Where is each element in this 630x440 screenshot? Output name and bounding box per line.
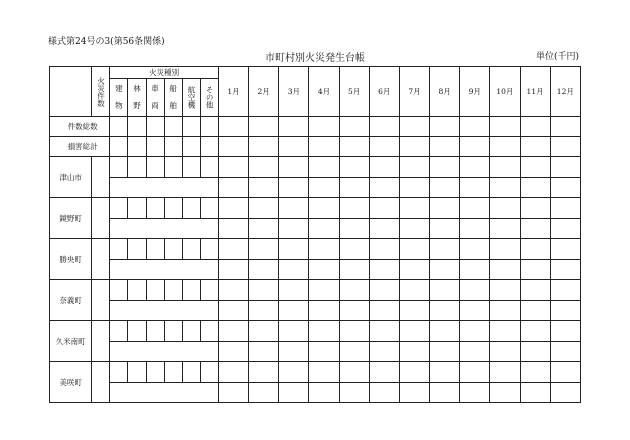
month-cell bbox=[369, 382, 399, 403]
data-cell bbox=[490, 137, 520, 157]
month-cell bbox=[430, 321, 460, 342]
month-header: 6月 bbox=[369, 67, 399, 117]
month-cell bbox=[369, 280, 399, 301]
fire-type-cell bbox=[146, 239, 164, 260]
fire-type-cell bbox=[182, 239, 200, 260]
month-cell bbox=[430, 341, 460, 362]
month-cell bbox=[490, 177, 520, 198]
fire-ledger-table bbox=[49, 66, 581, 403]
month-cell bbox=[279, 177, 309, 198]
month-cell bbox=[520, 341, 550, 362]
fire-type-cell bbox=[146, 362, 164, 383]
month-cell bbox=[339, 239, 369, 260]
month-cell bbox=[339, 259, 369, 280]
summary-row bbox=[50, 137, 581, 157]
month-cell bbox=[430, 198, 460, 219]
month-cell bbox=[399, 218, 429, 239]
fire-type-cell bbox=[146, 280, 164, 301]
month-cell bbox=[430, 382, 460, 403]
month-cell bbox=[369, 157, 399, 178]
month-cell bbox=[399, 177, 429, 198]
month-cell bbox=[279, 341, 309, 362]
municipality-label: 鏡野町 bbox=[50, 198, 92, 239]
month-cell bbox=[218, 239, 248, 260]
month-header: 8月 bbox=[430, 67, 460, 117]
month-cell bbox=[339, 362, 369, 383]
fire-type-cell bbox=[110, 321, 128, 342]
month-cell bbox=[520, 300, 550, 321]
month-cell bbox=[460, 218, 490, 239]
data-cell bbox=[399, 117, 429, 137]
month-cell bbox=[550, 300, 580, 321]
municipality-row bbox=[50, 177, 581, 198]
municipality-row bbox=[50, 239, 581, 260]
month-cell bbox=[339, 300, 369, 321]
month-cell bbox=[460, 321, 490, 342]
month-cell bbox=[309, 177, 339, 198]
month-cell bbox=[490, 157, 520, 178]
fire-type-cell bbox=[110, 157, 128, 178]
fire-count-header-cell bbox=[92, 67, 110, 117]
fire-type-char: 野 bbox=[133, 100, 141, 110]
month-cell bbox=[339, 341, 369, 362]
fire-count-cell bbox=[92, 321, 110, 362]
form-reference: 様式第24号の3(第56条関係) bbox=[48, 37, 165, 47]
data-cell bbox=[550, 137, 580, 157]
fire-type-char: 車 bbox=[151, 83, 159, 93]
month-cell bbox=[339, 198, 369, 219]
month-cell bbox=[399, 300, 429, 321]
month-cell bbox=[218, 362, 248, 383]
data-cell bbox=[339, 137, 369, 157]
month-cell bbox=[399, 280, 429, 301]
fire-type-char: 船 bbox=[169, 83, 177, 93]
fire-type-cell bbox=[128, 280, 146, 301]
month-cell bbox=[309, 341, 339, 362]
month-cell bbox=[279, 362, 309, 383]
fire-type-char: 林 bbox=[133, 83, 141, 93]
month-cell bbox=[399, 259, 429, 280]
fire-type-vertical-label: 航空機 bbox=[186, 86, 196, 109]
data-cell bbox=[520, 117, 550, 137]
damage-cell bbox=[110, 382, 219, 403]
fire-count-cell bbox=[92, 157, 110, 198]
month-cell bbox=[369, 362, 399, 383]
month-cell bbox=[460, 259, 490, 280]
fire-type-header: 火災種別 bbox=[110, 67, 219, 79]
month-cell bbox=[339, 382, 369, 403]
month-cell bbox=[279, 239, 309, 260]
fire-type-other bbox=[200, 79, 218, 117]
month-cell bbox=[369, 177, 399, 198]
data-cell bbox=[430, 137, 460, 157]
month-cell bbox=[550, 157, 580, 178]
month-cell bbox=[279, 157, 309, 178]
month-cell bbox=[550, 218, 580, 239]
fire-type-cell bbox=[182, 321, 200, 342]
month-header: 5月 bbox=[339, 67, 369, 117]
data-cell bbox=[430, 117, 460, 137]
damage-cell bbox=[110, 218, 219, 239]
month-cell bbox=[279, 300, 309, 321]
fire-type-cell bbox=[146, 321, 164, 342]
month-cell bbox=[218, 198, 248, 219]
month-cell bbox=[218, 259, 248, 280]
fire-type-char: 両 bbox=[151, 100, 159, 110]
month-cell bbox=[218, 300, 248, 321]
month-cell bbox=[249, 321, 279, 342]
month-cell bbox=[490, 341, 520, 362]
data-cell bbox=[146, 137, 164, 157]
fire-type-cell bbox=[164, 157, 182, 178]
month-cell bbox=[520, 280, 550, 301]
data-cell bbox=[164, 117, 182, 137]
fire-type-ship bbox=[164, 79, 182, 117]
month-cell bbox=[369, 239, 399, 260]
fire-count-header: 火災件数 bbox=[96, 76, 106, 107]
month-cell bbox=[249, 382, 279, 403]
municipality-label: 久米南町 bbox=[50, 321, 92, 362]
month-cell bbox=[369, 300, 399, 321]
fire-type-vertical-label: その他 bbox=[205, 86, 215, 109]
month-cell bbox=[399, 341, 429, 362]
month-cell bbox=[399, 382, 429, 403]
month-cell bbox=[520, 198, 550, 219]
month-cell bbox=[339, 218, 369, 239]
page-title: 市町村別火災発生台帳 bbox=[265, 53, 365, 64]
corner-cell bbox=[50, 67, 92, 117]
month-cell bbox=[490, 239, 520, 260]
month-header: 12月 bbox=[550, 67, 580, 117]
month-cell bbox=[399, 321, 429, 342]
month-cell bbox=[490, 300, 520, 321]
month-cell bbox=[218, 321, 248, 342]
month-cell bbox=[369, 321, 399, 342]
data-cell bbox=[460, 117, 490, 137]
municipality-label: 津山市 bbox=[50, 157, 92, 198]
damage-cell bbox=[110, 259, 219, 280]
municipality-label: 美咲町 bbox=[50, 362, 92, 403]
month-cell bbox=[550, 198, 580, 219]
data-cell bbox=[369, 137, 399, 157]
month-cell bbox=[249, 280, 279, 301]
month-cell bbox=[369, 198, 399, 219]
fire-type-cell bbox=[146, 198, 164, 219]
month-cell bbox=[460, 198, 490, 219]
month-header: 9月 bbox=[460, 67, 490, 117]
month-cell bbox=[460, 300, 490, 321]
fire-type-cell bbox=[200, 321, 218, 342]
fire-type-cell bbox=[200, 157, 218, 178]
month-cell bbox=[550, 341, 580, 362]
data-cell bbox=[490, 117, 520, 137]
month-cell bbox=[460, 177, 490, 198]
summary-row-label: 件数総数 bbox=[50, 117, 110, 137]
fire-type-aircraft bbox=[182, 79, 200, 117]
month-cell bbox=[339, 177, 369, 198]
fire-type-cell bbox=[164, 198, 182, 219]
fire-type-cell bbox=[182, 157, 200, 178]
fire-type-cell bbox=[200, 280, 218, 301]
month-cell bbox=[430, 218, 460, 239]
municipality-row bbox=[50, 300, 581, 321]
month-cell bbox=[460, 280, 490, 301]
data-cell bbox=[218, 117, 248, 137]
data-cell bbox=[249, 137, 279, 157]
fire-type-cell bbox=[146, 157, 164, 178]
fire-type-cell bbox=[128, 362, 146, 383]
month-cell bbox=[279, 280, 309, 301]
month-cell bbox=[218, 280, 248, 301]
data-cell bbox=[309, 117, 339, 137]
month-cell bbox=[430, 280, 460, 301]
month-cell bbox=[309, 300, 339, 321]
summary-row bbox=[50, 117, 581, 137]
month-cell bbox=[218, 341, 248, 362]
data-cell bbox=[182, 137, 200, 157]
month-cell bbox=[218, 177, 248, 198]
fire-type-cell bbox=[200, 198, 218, 219]
month-cell bbox=[279, 198, 309, 219]
month-cell bbox=[279, 321, 309, 342]
fire-type-cell bbox=[110, 198, 128, 219]
month-cell bbox=[309, 321, 339, 342]
municipality-section bbox=[50, 157, 581, 403]
fire-type-cell bbox=[182, 362, 200, 383]
month-cell bbox=[309, 362, 339, 383]
damage-cell bbox=[110, 177, 219, 198]
month-cell bbox=[218, 218, 248, 239]
fire-type-cell bbox=[164, 280, 182, 301]
month-cell bbox=[309, 382, 339, 403]
data-cell bbox=[182, 117, 200, 137]
month-cell bbox=[460, 157, 490, 178]
fire-count-cell bbox=[92, 280, 110, 321]
month-cell bbox=[339, 280, 369, 301]
fire-type-cell bbox=[200, 239, 218, 260]
data-cell bbox=[164, 137, 182, 157]
fire-type-vehicle bbox=[146, 79, 164, 117]
unit-label: 単位(千円) bbox=[536, 52, 580, 62]
fire-type-building bbox=[110, 79, 128, 117]
damage-cell bbox=[110, 341, 219, 362]
data-cell bbox=[218, 137, 248, 157]
month-cell bbox=[399, 362, 429, 383]
municipality-row bbox=[50, 341, 581, 362]
month-cell bbox=[520, 362, 550, 383]
data-cell bbox=[339, 117, 369, 137]
month-header: 2月 bbox=[249, 67, 279, 117]
month-header: 10月 bbox=[490, 67, 520, 117]
month-cell bbox=[249, 300, 279, 321]
fire-type-cell bbox=[200, 362, 218, 383]
fire-type-cell bbox=[164, 362, 182, 383]
fire-type-forest bbox=[128, 79, 146, 117]
fire-type-cell bbox=[164, 239, 182, 260]
month-cell bbox=[520, 239, 550, 260]
month-cell bbox=[309, 280, 339, 301]
month-cell bbox=[490, 218, 520, 239]
month-cell bbox=[490, 321, 520, 342]
month-cell bbox=[249, 177, 279, 198]
month-cell bbox=[460, 362, 490, 383]
municipality-row bbox=[50, 321, 581, 342]
month-cell bbox=[249, 362, 279, 383]
fire-type-char: 建 bbox=[115, 83, 123, 93]
fire-type-cell bbox=[128, 321, 146, 342]
data-cell bbox=[110, 137, 128, 157]
month-cell bbox=[430, 177, 460, 198]
month-cell bbox=[520, 382, 550, 403]
month-cell bbox=[430, 239, 460, 260]
month-cell bbox=[339, 321, 369, 342]
data-cell bbox=[110, 117, 128, 137]
data-cell bbox=[279, 117, 309, 137]
month-cell bbox=[490, 259, 520, 280]
month-cell bbox=[520, 218, 550, 239]
data-cell bbox=[369, 117, 399, 137]
fire-type-cell bbox=[182, 280, 200, 301]
municipality-label: 勝央町 bbox=[50, 239, 92, 280]
month-cell bbox=[520, 177, 550, 198]
month-cell bbox=[550, 382, 580, 403]
data-cell bbox=[279, 137, 309, 157]
month-cell bbox=[249, 218, 279, 239]
month-cell bbox=[399, 157, 429, 178]
summary-section bbox=[50, 117, 581, 157]
month-cell bbox=[309, 157, 339, 178]
month-cell bbox=[550, 362, 580, 383]
month-cell bbox=[249, 239, 279, 260]
data-cell bbox=[128, 117, 146, 137]
month-cell bbox=[309, 259, 339, 280]
month-cell bbox=[550, 177, 580, 198]
month-cell bbox=[249, 198, 279, 219]
data-cell bbox=[200, 137, 218, 157]
month-cell bbox=[490, 198, 520, 219]
data-cell bbox=[146, 117, 164, 137]
data-cell bbox=[309, 137, 339, 157]
month-cell bbox=[249, 341, 279, 362]
month-cell bbox=[490, 382, 520, 403]
month-cell bbox=[339, 157, 369, 178]
month-cell bbox=[279, 218, 309, 239]
month-cell bbox=[520, 321, 550, 342]
fire-type-cell bbox=[110, 280, 128, 301]
month-cell bbox=[520, 157, 550, 178]
month-cell bbox=[309, 218, 339, 239]
month-cell bbox=[490, 362, 520, 383]
table-header bbox=[50, 67, 581, 117]
month-cell bbox=[430, 300, 460, 321]
month-cell bbox=[430, 259, 460, 280]
month-cell bbox=[550, 259, 580, 280]
summary-row-label: 損害総計 bbox=[50, 137, 110, 157]
month-header: 7月 bbox=[399, 67, 429, 117]
municipality-row bbox=[50, 259, 581, 280]
month-cell bbox=[399, 239, 429, 260]
fire-type-cell bbox=[164, 321, 182, 342]
data-cell bbox=[460, 137, 490, 157]
data-cell bbox=[128, 137, 146, 157]
fire-count-cell bbox=[92, 362, 110, 403]
fire-type-cell bbox=[182, 198, 200, 219]
month-cell bbox=[460, 341, 490, 362]
month-cell bbox=[369, 218, 399, 239]
month-cell bbox=[430, 157, 460, 178]
month-cell bbox=[460, 382, 490, 403]
month-cell bbox=[490, 280, 520, 301]
data-cell bbox=[550, 117, 580, 137]
month-cell bbox=[550, 280, 580, 301]
municipality-label: 奈義町 bbox=[50, 280, 92, 321]
month-cell bbox=[399, 198, 429, 219]
fire-type-cell bbox=[128, 157, 146, 178]
month-cell bbox=[369, 341, 399, 362]
municipality-row bbox=[50, 218, 581, 239]
data-cell bbox=[249, 117, 279, 137]
month-cell bbox=[249, 259, 279, 280]
month-cell bbox=[309, 239, 339, 260]
municipality-row bbox=[50, 157, 581, 178]
month-cell bbox=[550, 239, 580, 260]
month-cell bbox=[279, 382, 309, 403]
data-cell bbox=[399, 137, 429, 157]
month-cell bbox=[430, 362, 460, 383]
month-cell bbox=[309, 198, 339, 219]
month-cell bbox=[279, 259, 309, 280]
month-header: 1月 bbox=[218, 67, 248, 117]
damage-cell bbox=[110, 300, 219, 321]
fire-type-cell bbox=[110, 239, 128, 260]
month-cell bbox=[369, 259, 399, 280]
month-header: 3月 bbox=[279, 67, 309, 117]
month-cell bbox=[218, 382, 248, 403]
fire-type-cell bbox=[110, 362, 128, 383]
month-cell bbox=[550, 321, 580, 342]
municipality-row bbox=[50, 382, 581, 403]
data-cell bbox=[200, 117, 218, 137]
fire-type-char: 物 bbox=[115, 100, 123, 110]
month-cell bbox=[520, 259, 550, 280]
fire-type-char: 舶 bbox=[169, 100, 177, 110]
month-cell bbox=[460, 239, 490, 260]
fire-count-cell bbox=[92, 198, 110, 239]
fire-type-cell bbox=[128, 239, 146, 260]
data-cell bbox=[520, 137, 550, 157]
fire-count-cell bbox=[92, 239, 110, 280]
fire-type-cell bbox=[128, 198, 146, 219]
month-cell bbox=[218, 157, 248, 178]
month-header: 11月 bbox=[520, 67, 550, 117]
municipality-row bbox=[50, 362, 581, 383]
month-cell bbox=[249, 157, 279, 178]
municipality-row bbox=[50, 198, 581, 219]
month-header: 4月 bbox=[309, 67, 339, 117]
municipality-row bbox=[50, 280, 581, 301]
